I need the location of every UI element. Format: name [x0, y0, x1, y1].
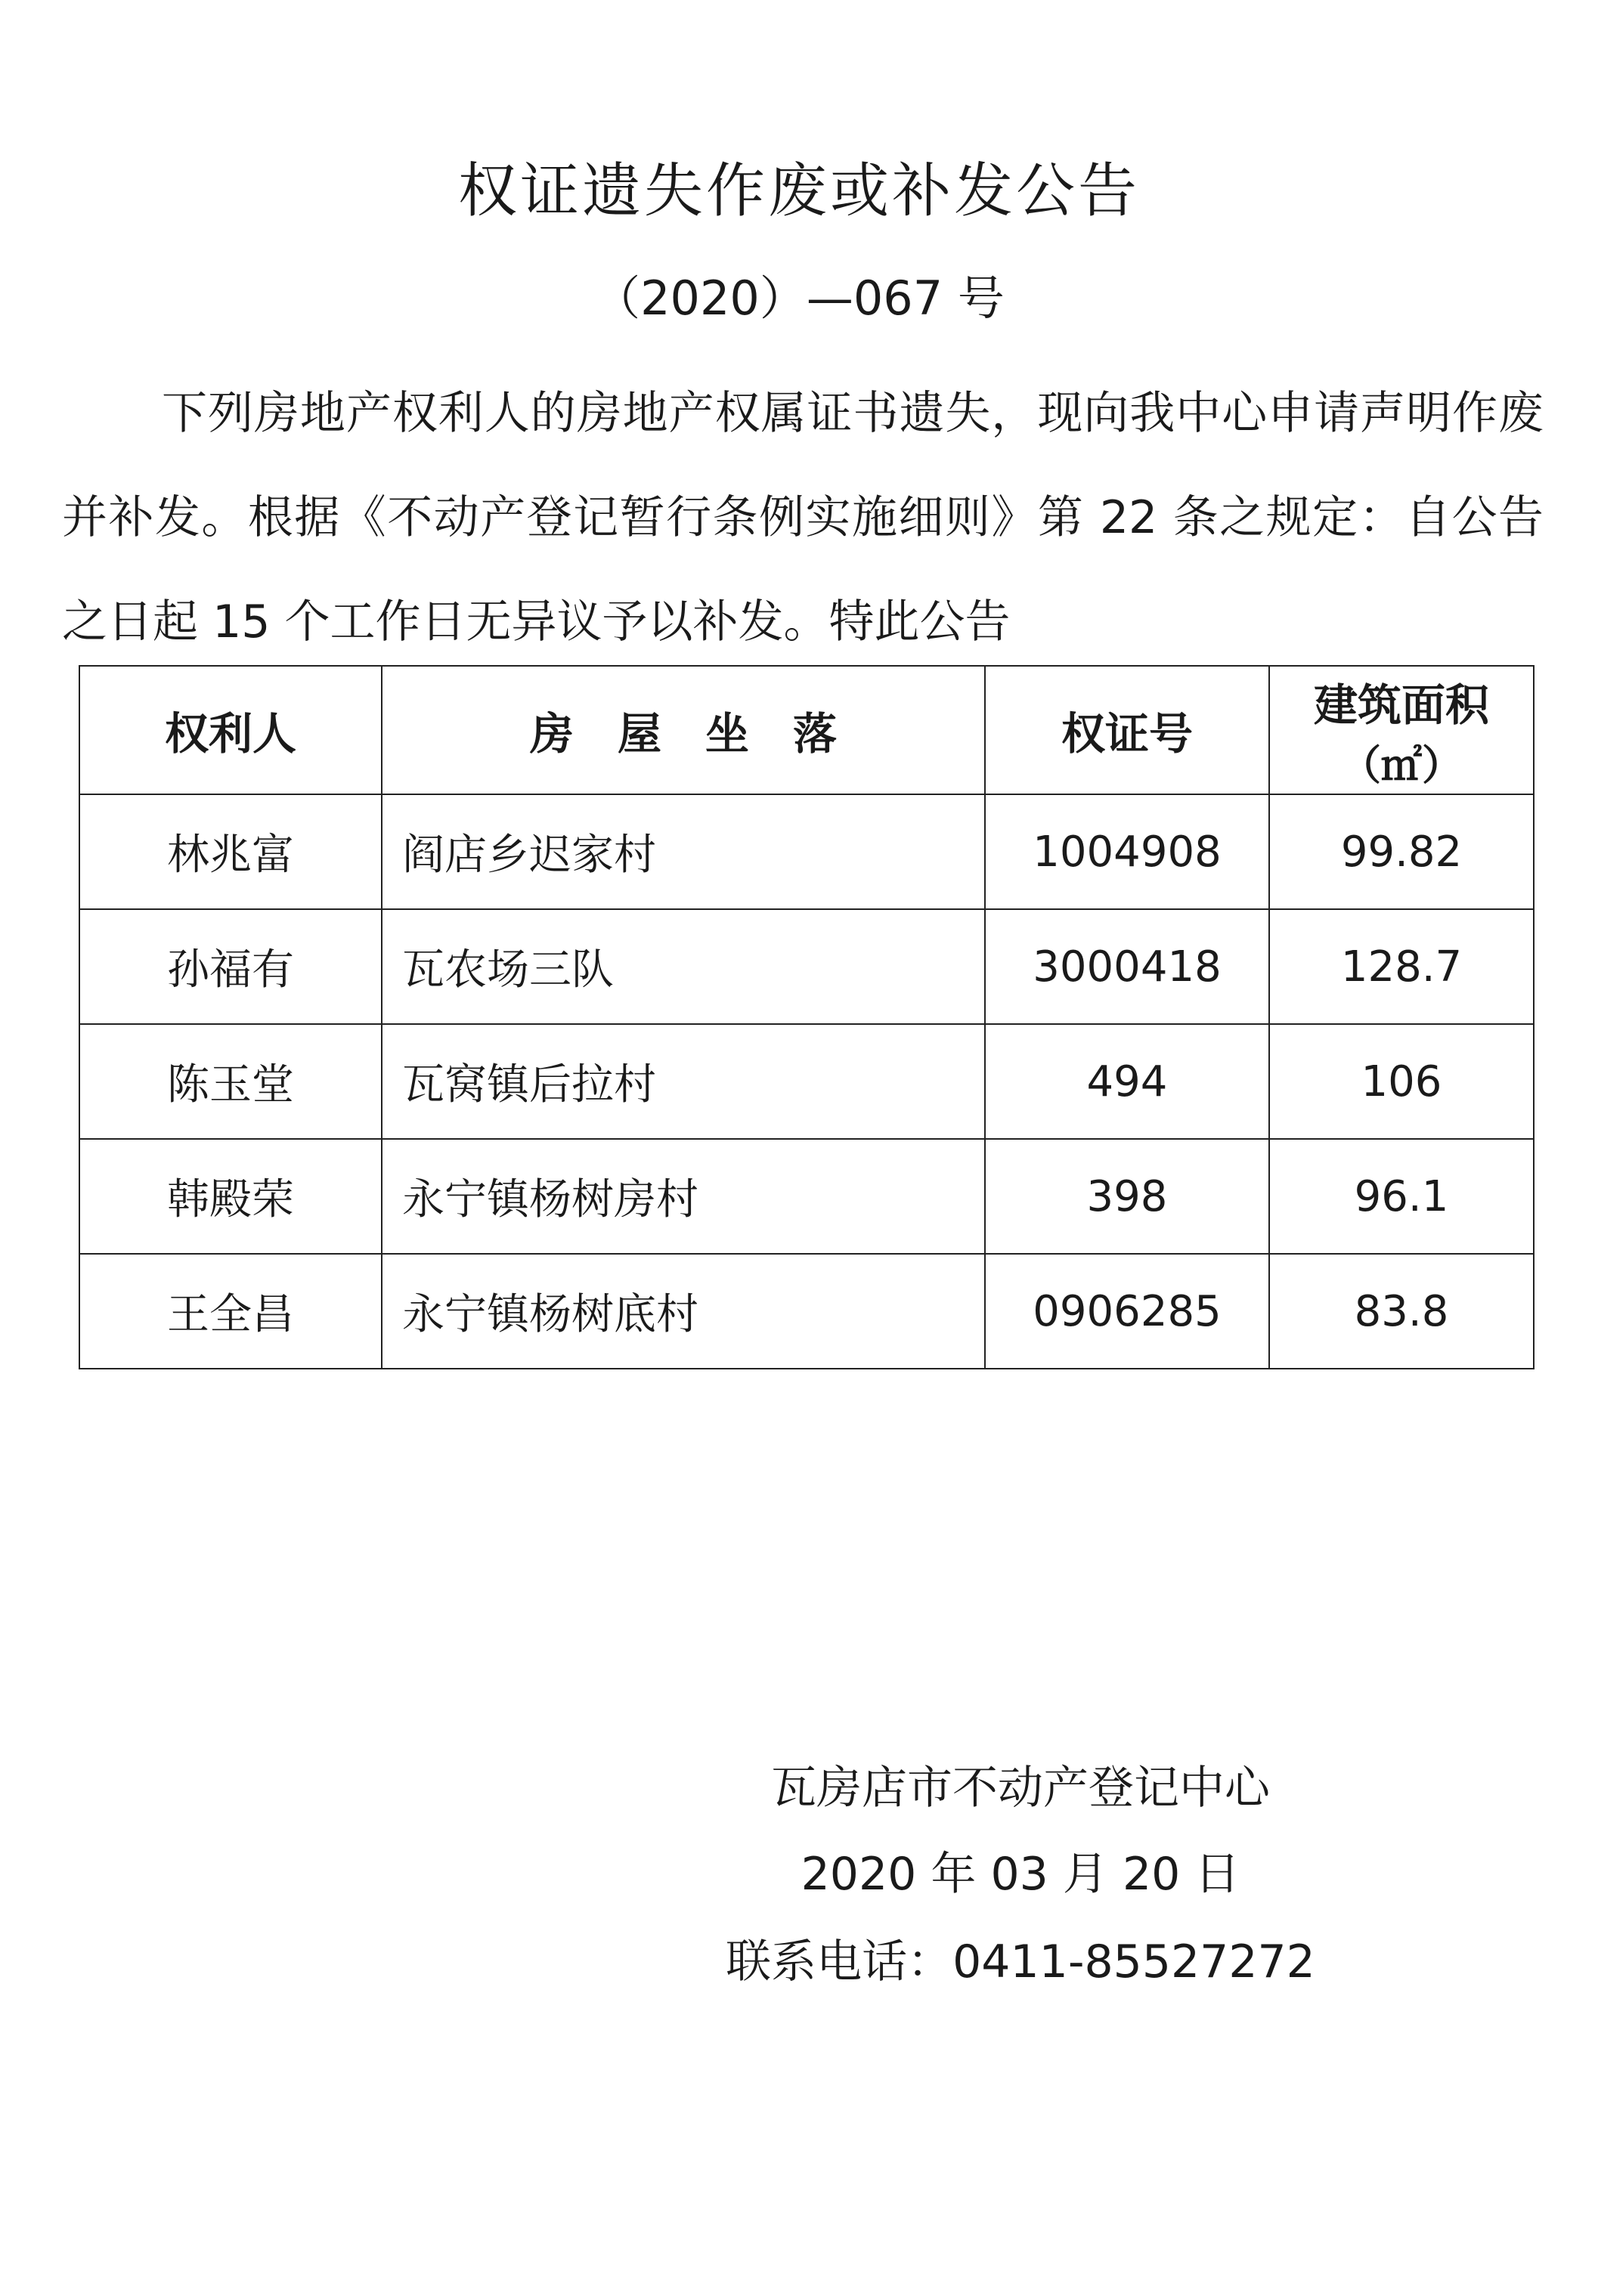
- cell-holder: 王全昌: [79, 1254, 382, 1369]
- cell-holder: 韩殿荣: [79, 1139, 382, 1254]
- issue-date: 2020 年 03 月 20 日: [801, 1848, 1240, 1901]
- table-header-row: [79, 666, 1534, 794]
- header-area: [1269, 666, 1534, 794]
- cell-cert-no: 0906285: [985, 1254, 1269, 1369]
- document-number: （2020）—067 号: [593, 271, 1005, 326]
- lost-certificate-table: [79, 665, 1535, 1369]
- cell-area: 128.7: [1269, 909, 1534, 1024]
- cell-holder: 陈玉堂: [79, 1024, 382, 1139]
- table-row: [79, 1139, 1534, 1254]
- table-row: [79, 1024, 1534, 1139]
- contact-phone: 联系电话：0411-85527272: [726, 1936, 1315, 1988]
- cell-area: 106: [1269, 1024, 1534, 1139]
- header-location: 房 屋 坐 落: [382, 666, 985, 794]
- cell-area: 83.8: [1269, 1254, 1534, 1369]
- cell-location: 阎店乡迟家村: [382, 794, 985, 909]
- cell-cert-no: 1004908: [985, 794, 1269, 909]
- table-row: [79, 1254, 1534, 1369]
- issuing-organization: 瓦房店市不动产登记中心: [771, 1762, 1270, 1815]
- table-row: [79, 794, 1534, 909]
- document-title: 权证遗失作废或补发公告: [457, 157, 1140, 225]
- header-holder: 权利人: [79, 666, 382, 794]
- cell-location: 永宁镇杨树房村: [382, 1139, 985, 1254]
- cell-holder: 林兆富: [79, 794, 382, 909]
- header-cert-no: 权证号: [985, 666, 1269, 794]
- header-area-unit: （㎡）: [1340, 741, 1463, 789]
- table-row: [79, 909, 1534, 1024]
- cell-location: 瓦窝镇后拉村: [382, 1024, 985, 1139]
- cell-location: 瓦农场三队: [382, 909, 985, 1024]
- cell-location: 永宁镇杨树底村: [382, 1254, 985, 1369]
- cell-holder: 孙福有: [79, 909, 382, 1024]
- header-area-label: 建筑面积: [1313, 679, 1489, 731]
- notice-body: 下列房地产权利人的房地产权属证书遗失，现向我中心申请声明作废并补发。根据《不动产登记暂行条例实施细则》第 22 条之规定：自公告之日起 15 个工作日无异议予以补发。特此公告: [62, 387, 1544, 648]
- cell-cert-no: 494: [985, 1024, 1269, 1139]
- cell-cert-no: 3000418: [985, 909, 1269, 1024]
- cell-area: 99.82: [1269, 794, 1534, 909]
- cell-area: 96.1: [1269, 1139, 1534, 1254]
- cell-cert-no: 398: [985, 1139, 1269, 1254]
